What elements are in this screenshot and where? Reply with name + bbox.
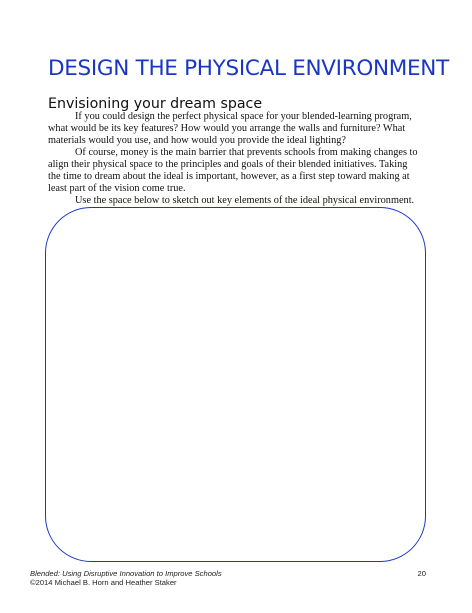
sketch-area[interactable] [45,207,426,562]
page-title: DESIGN THE PHYSICAL ENVIRONMENT [48,56,449,81]
footer-book-title: Blended: Using Disruptive Innovation to Improve Schools [30,569,222,578]
paragraph-sketch-instruction: Use the space below to sketch out key elements of the ideal physical environment. [75,195,415,206]
section-heading: Envisioning your dream space [48,96,263,112]
paragraph-money-barrier: Of course, money is the main barrier that prevents schools from making changes to align their physical space to the principles and goals of their blended initiatives. Taking the time to dream about the ideal is important, however, as a first step toward making at least part of the vision come true. [48,147,418,194]
instructions-text [48,111,422,207]
footer-credits [30,569,222,588]
paragraph-intro: If you could design the perfect physical space for your blended-learning program, what would be its key features? How would you arrange the walls and furniture? What materials would you use, and how would you provide the ideal lighting? [48,111,412,146]
footer-copyright: ©2014 Michael B. Horn and Heather Staker [30,578,177,588]
page-number: 20 [417,569,426,578]
